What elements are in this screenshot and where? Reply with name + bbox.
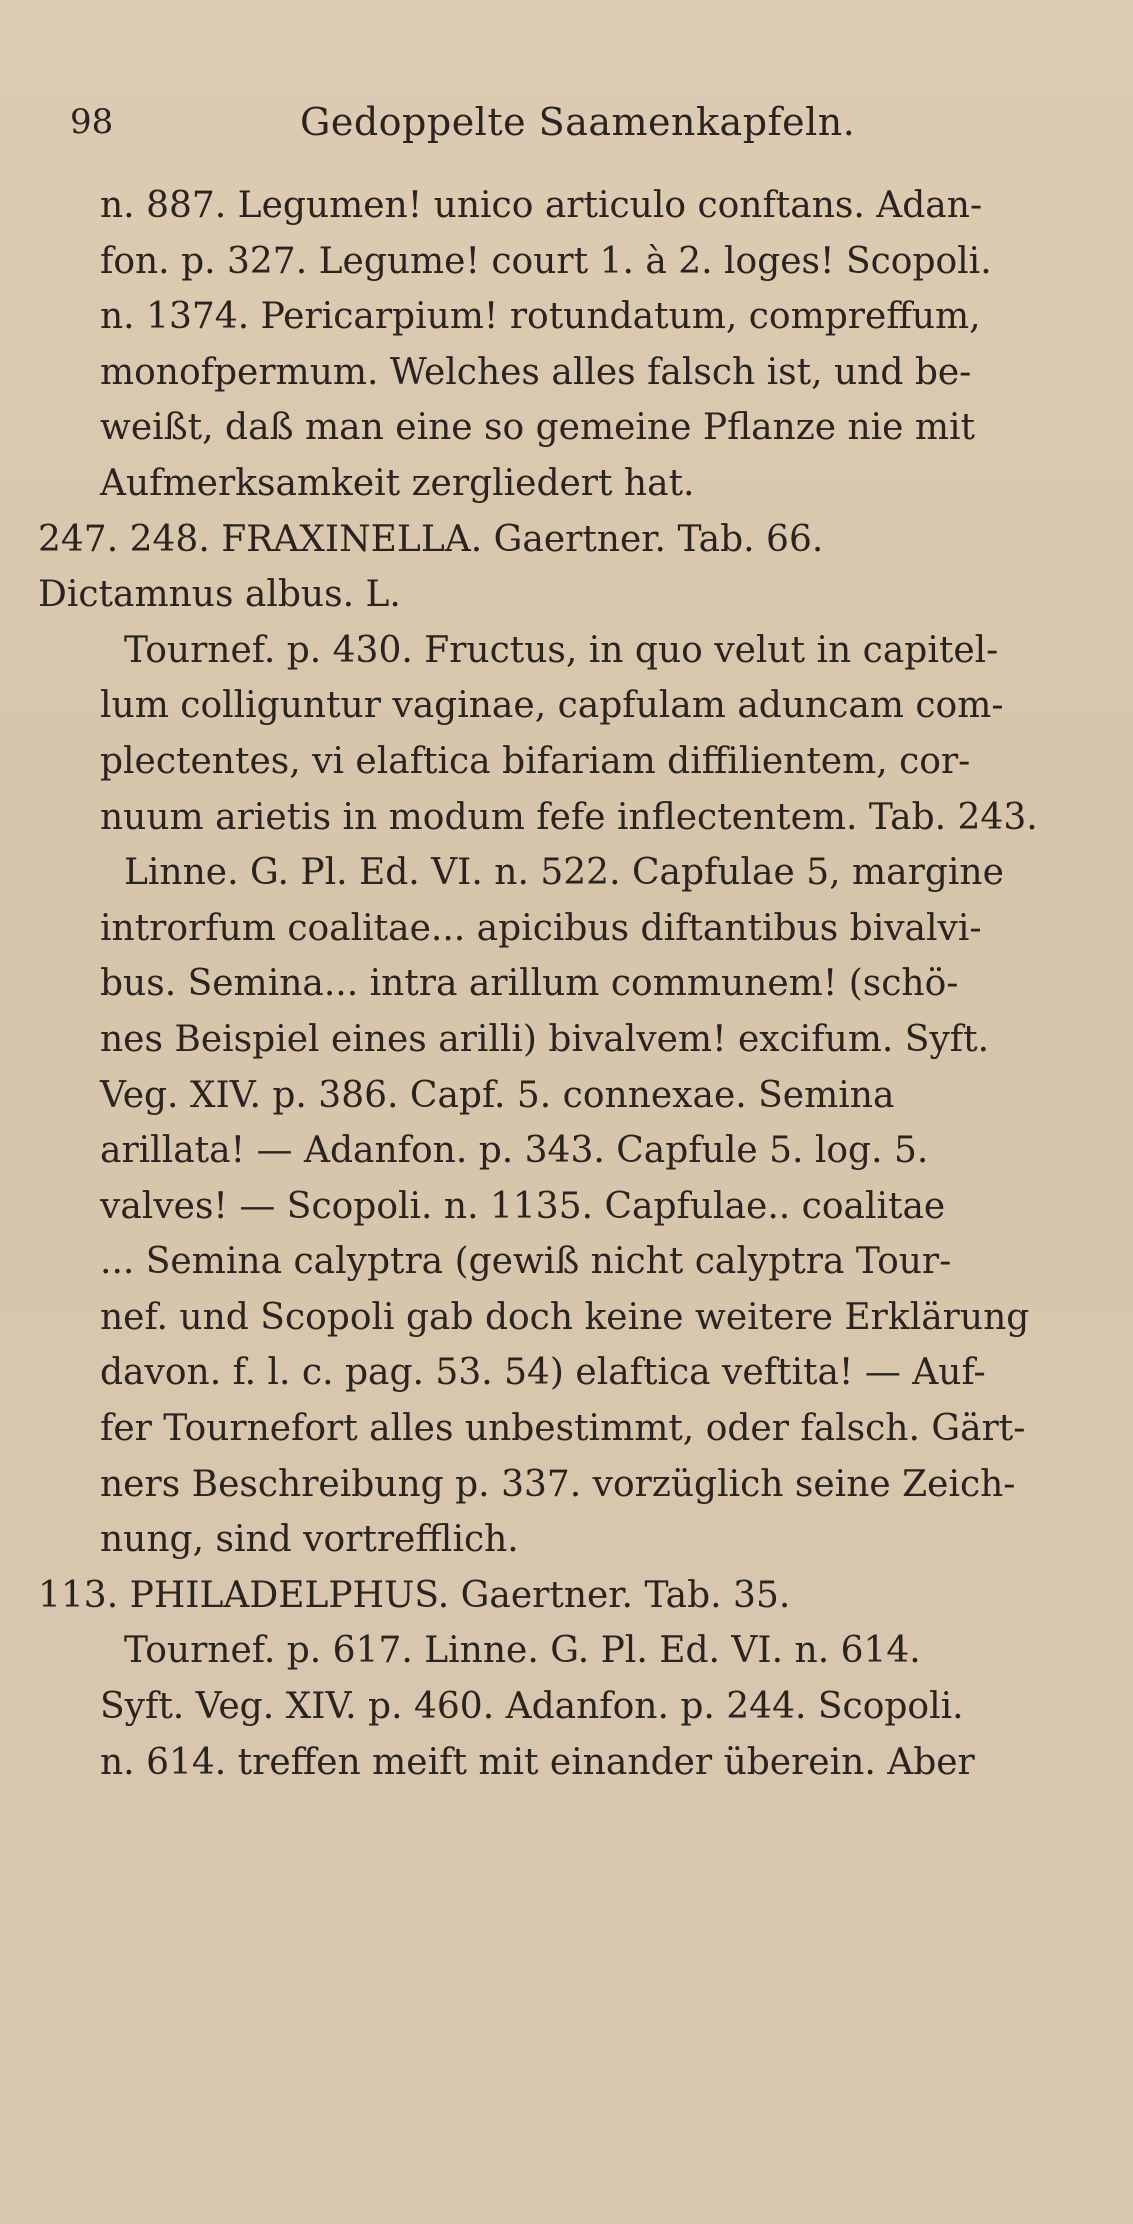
text-line: arillata! — Adanfon. p. 343. Capfule 5. log. 5. [100, 1130, 929, 1172]
text-line: n. 614. treffen meift mit einander überein. Aber [100, 1741, 975, 1783]
text-line: Tournef. p. 617. Linne. G. Pl. Ed. VI. n. 614. [124, 1630, 921, 1672]
text-line: nef. und Scopoli gab doch keine weitere Erklärung [100, 1296, 1030, 1338]
text-line: 113. PHILADELPHUS. Gaertner. Tab. 35. [38, 1574, 791, 1616]
text-line: n. 887. Legumen! unico articulo conftans. Adan- [100, 185, 983, 226]
running-head: Gedoppelte Saamenkapfeln. [300, 100, 856, 144]
page-number: 98 [70, 102, 114, 142]
text-line: bus. Semina... intra arillum communem! (schö- [100, 963, 959, 1005]
body-text [38, 178, 1100, 1790]
text-line: Dictamnus albus. L. [38, 574, 401, 616]
text-line: Veg. XIV. p. 386. Capf. 5. connexae. Semina [100, 1074, 895, 1116]
text-line: Linne. G. Pl. Ed. VI. n. 522. Capfulae 5, margine [124, 852, 1004, 894]
text-line: ners Beschreibung p. 337. vorzüglich seine Zeich- [100, 1463, 1016, 1505]
text-line: fon. p. 327. Legume! court 1. à 2. loges! Scopoli. [100, 240, 992, 282]
text-line: introrfum coalitae... apicibus diftantibus bivalvi- [100, 907, 982, 949]
text-line: valves! — Scopoli. n. 1135. Capfulae.. coalitae [100, 1185, 946, 1227]
text-line: Aufmerksamkeit zergliedert hat. [100, 462, 695, 504]
text-line: lum colliguntur vaginae, capfulam aduncam com- [100, 685, 1004, 727]
text-line: 247. 248. FRAXINELLA. Gaertner. Tab. 66. [38, 518, 824, 560]
text-line: nuum arietis in modum fefe inflectentem. Tab. 243. [100, 796, 1038, 838]
text-line: plectentes, vi elaftica bifariam diffilientem, cor- [100, 740, 971, 782]
text-line: Tournef. p. 430. Fructus, in quo velut in capitel- [124, 629, 999, 671]
text-line: ... Semina calyptra (gewiß nicht calyptra Tour- [100, 1241, 952, 1283]
page-header [70, 92, 1070, 152]
text-line: nung, sind vortrefflich. [100, 1519, 519, 1561]
text-line: monofpermum. Welches alles falsch ist, und be- [100, 351, 972, 393]
text-line: fer Tournefort alles unbestimmt, oder falsch. Gärt- [100, 1408, 1026, 1450]
text-line: n. 1374. Pericarpium! rotundatum, compreffum, [100, 296, 981, 338]
text-line: davon. f. l. c. pag. 53. 54) elaftica veftita! — Auf- [100, 1352, 986, 1394]
text-line: nes Beispiel eines arilli) bivalvem! excifum. Syft. [100, 1018, 990, 1060]
text-line: weißt, daß man eine so gemeine Pflanze nie mit [100, 407, 976, 449]
text-line: Syft. Veg. XIV. p. 460. Adanfon. p. 244. Scopoli. [100, 1686, 964, 1728]
